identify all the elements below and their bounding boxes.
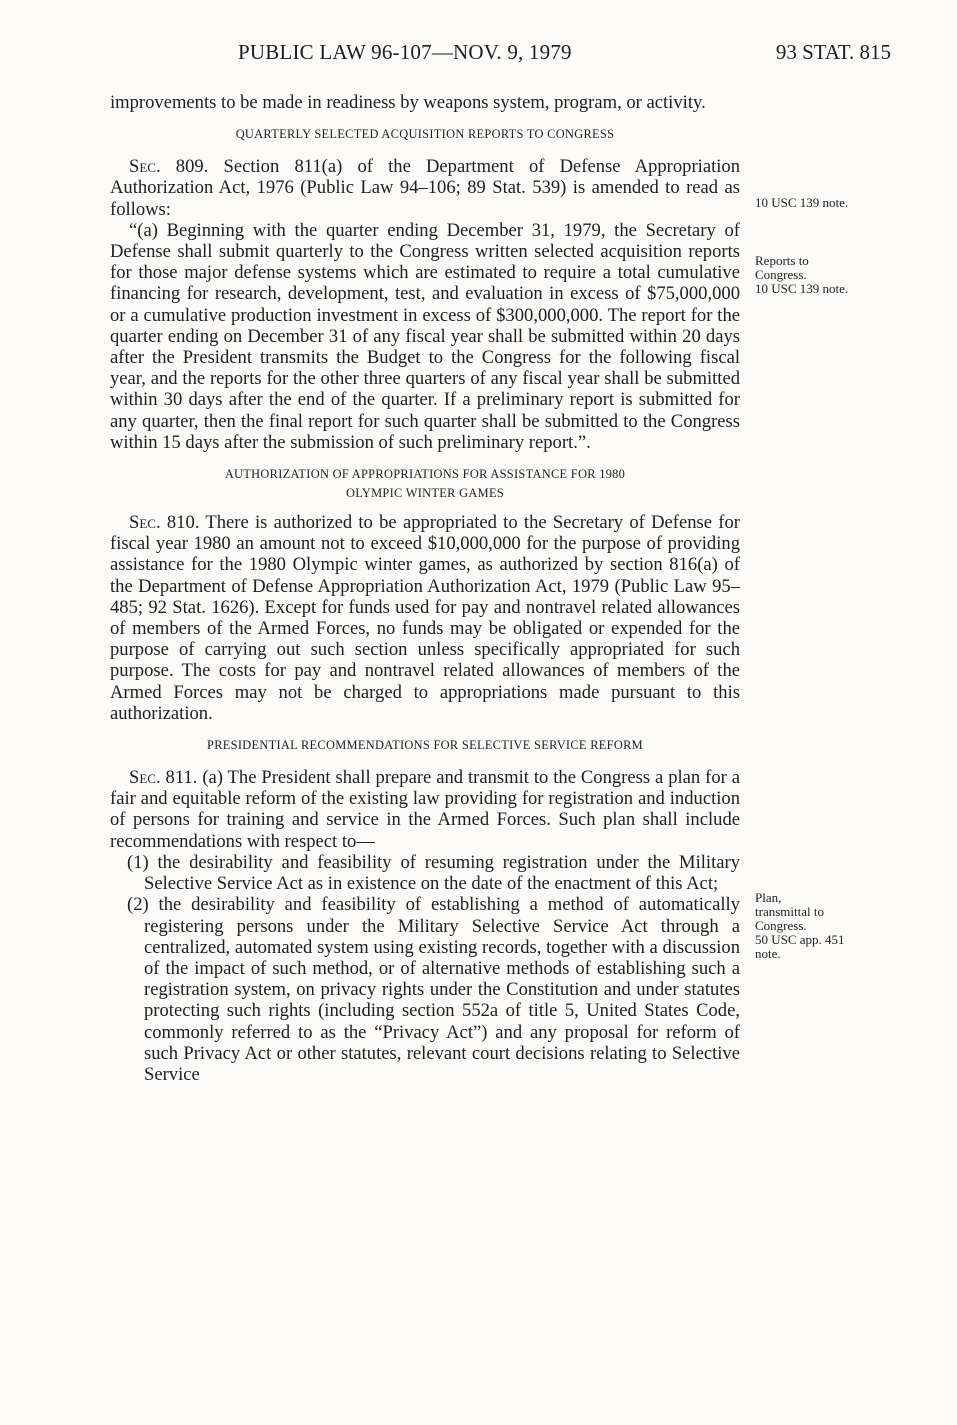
- margin-note-line: Congress.: [755, 918, 807, 933]
- body-text: [110, 92, 740, 1085]
- section-heading-811: PRESIDENTIAL RECOMMENDATIONS FOR SELECTIVE SERVICE REFORM: [207, 738, 643, 753]
- section-label: Sec. 810.: [129, 512, 200, 534]
- section-heading-809: QUARTERLY SELECTED ACQUISITION REPORTS TO CONGRESS: [235, 127, 615, 142]
- margin-note-line: transmittal to: [755, 904, 824, 919]
- margin-note-line: 50 USC app. 451: [755, 932, 845, 947]
- section-text: Section 811(a) of the Department of Defense Appropriation Authorization Act, 1976 (Public Law 94–106; 89 Stat. 539) is amended to read as follows:: [110, 156, 741, 220]
- section-label: Sec. 811.: [129, 767, 198, 789]
- running-header: PUBLIC LAW 96-107—NOV. 9, 1979: [238, 40, 572, 64]
- margin-note-809: 10 USC 139 note.: [755, 195, 849, 210]
- list-item: (2) the desirability and feasibility of establishing a method of automatically registering persons under the Military Selective Service Act through a centralized, automated system using existing records, together with a discussion of the impact of such method, or of alternative methods of establishing such a registration system, on privacy rights under the Constitution and under statutes protecting such rights (including section 552a of title 5, United States Code, commonly referred to as the “Privacy Act”) and any proposal for reform of such Privacy Act or other statutes, relevant court decisions relating to Selective Service: [127, 894, 740, 1085]
- section-text: (a) The President shall prepare and transmit to the Congress a plan for a fair and equitable reform of the existing law providing for registration and induction of persons for training and service in the Armed Forces. Such plan shall include recommendations with respect to—: [110, 767, 740, 852]
- stat-page-number: 93 STAT. 815: [775, 40, 891, 64]
- continued-paragraph: improvements to be made in readiness by weapons system, program, or activity.: [110, 92, 706, 113]
- margin-note-line: Plan,: [755, 890, 782, 905]
- margin-note-line: 10 USC 139 note.: [755, 281, 849, 296]
- margin-note-line: note.: [755, 946, 781, 961]
- section-label: Sec. 809.: [129, 156, 209, 178]
- margin-note-reports: [755, 254, 875, 296]
- section-810: [110, 512, 740, 724]
- margin-note-line: Reports to: [755, 253, 809, 268]
- quoted-subsection-a: “(a) Beginning with the quarter ending December 31, 1979, the Secretary of Defense shall submit quarterly to the Congress written selected acquisition reports for those major defense systems which are estimated to require a total cumulative financing for research, development, test, and evaluation in excess of $75,000,000 or a cumulative production investment in excess of $300,000,000. The report for the quarter ending on December 31 of any fiscal year shall be submitted within 20 days after the President transmits the Budget to the Congress for the following fiscal year, and the reports for the other three quarters of any fiscal year shall be submitted within 30 days after the end of the quarter. If a preliminary report is submitted for any quarter, then the final report for such quarter shall be submitted to the Congress within 15 days after the submission of such preliminary report.”.: [110, 219, 740, 453]
- section-heading-810-line2: OLYMPIC WINTER GAMES: [345, 486, 505, 501]
- section-heading-810-line1: AUTHORIZATION OF APPROPRIATIONS FOR ASSISTANCE FOR 1980: [224, 467, 626, 482]
- section-809: [110, 156, 740, 220]
- margin-note-line: Congress.: [755, 267, 807, 282]
- margin-note-plan: [755, 891, 875, 961]
- list-item: (1) the desirability and feasibility of resuming registration under the Military Selective Service Act as in existence on the date of the enactment of this Act;: [127, 851, 740, 895]
- section-811: [110, 767, 740, 852]
- section-text: There is authorized to be appropriated to the Secretary of Defense for fiscal year 1980 an amount not to exceed $10,000,000 for the purpose of providing assistance for the 1980 Olympic winter games, as authorized by section 816(a) of the Department of Defense Appropriation Authorization Act, 1979 (Public Law 95–485; 92 Stat. 1626). Except for funds used for pay and nontravel related allowances of members of the Armed Forces, no funds may be obligated or expended for the purpose of carrying out such section unless specifically appropriated for such purpose. The costs for pay and nontravel related allowances of members of the Armed Forces may not be charged to appropriations made pursuant to this authorization.: [110, 512, 740, 724]
